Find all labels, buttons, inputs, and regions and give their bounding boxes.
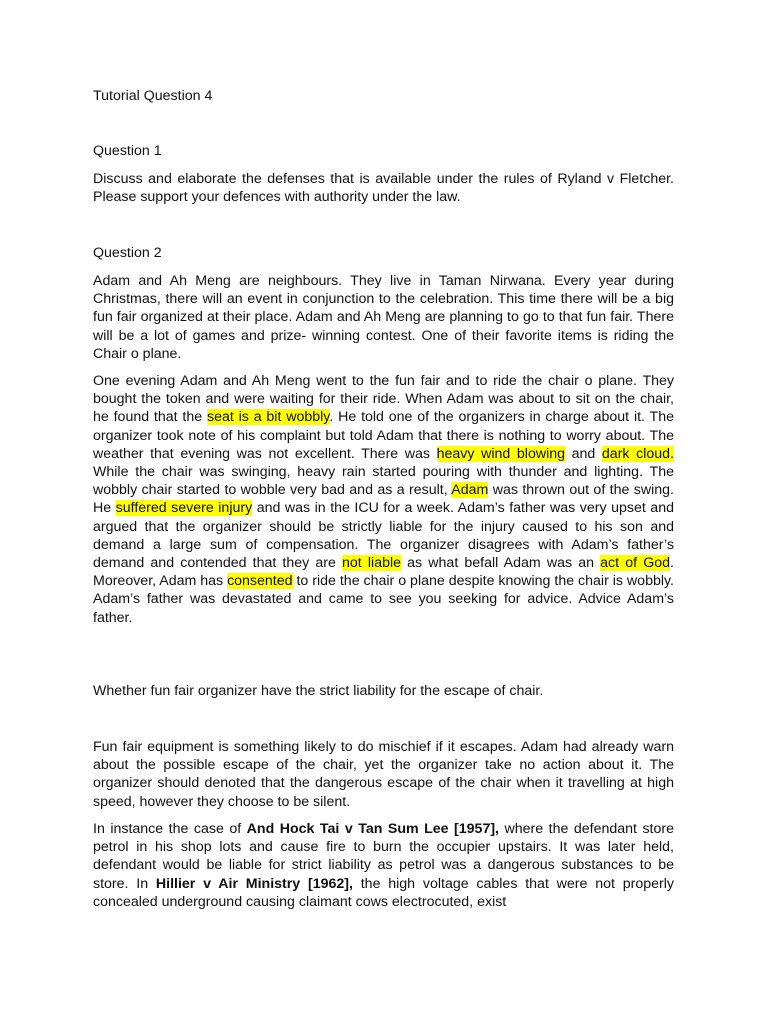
case-citation-hillier: Hillier v Air Ministry [1962], (155, 875, 353, 892)
analysis-paragraph-1: Fun fair equipment is something likely to do mischief if it escapes. Adam had already warn about the possible escape of the chair, yet the organizer take no action about it. The organizer should denoted that the dangerous escape of the chair when it travelling at high speed, however they choose to be silent. (93, 739, 674, 810)
text-run: . He told one of the organizers in charge about it. The organizer took note of his complaint but told Adam that there is nothing to worry about. The weather that evening was not excellent. There was (93, 409, 674, 462)
highlight-dark-cloud: dark cloud. (601, 445, 674, 462)
document-title: Tutorial Question 4 (93, 88, 213, 104)
text-run: One evening Adam and Ah Meng went to the fun fair and to ride the chair o plane. They bought the token and were waiting for their ride. When Adam was about to sit on the chair, he found that the (93, 373, 674, 426)
question1-body: Discuss and elaborate the defenses that is available under the rules of Ryland v Fletcher. Please support your defences with authority under the law. (93, 171, 674, 206)
issue-statement: Whether fun fair organizer have the strict liability for the escape of chair. (93, 683, 544, 699)
highlight-adam: Adam (451, 482, 489, 499)
highlight-act-of-god: act of God (600, 555, 671, 572)
text-run: . Moreover, Adam has (93, 555, 674, 590)
highlight-seat-wobbly: seat is a bit wobbly (206, 409, 330, 426)
text-run: the high voltage cables that were not properly concealed underground causing claimant cows electrocuted, exist (93, 875, 674, 910)
text-run: and was in the ICU for a week. Adam’s father was very upset and argued that the organizer should be strictly liable for the injury caused to his son and demand a large sum of compensation. The organizer disagrees with Adam’s father’s demand and contended that they are (93, 500, 674, 572)
highlight-not-liable: not liable (342, 555, 402, 572)
text-run: was thrown out of the swing. He (93, 482, 674, 517)
highlight-consented: consented (227, 573, 293, 590)
text-run: as what befall Adam was an (401, 555, 601, 572)
highlight-heavy-wind: heavy wind blowing (436, 445, 566, 462)
question2-paragraph-1: Adam and Ah Meng are neighbours. They live in Taman Nirwana. Every year during Christmas, there will an event in conjunction to the celebration. This time there will be a big fun fair organized at their place. Adam and Ah Meng are planning to go to that fun fair. There will be a lot of games and prize- winning contest. One of their favorite items is riding the Chair o plane. (93, 273, 674, 362)
case-citation-and-hock-tai: And Hock Tai v Tan Sum Lee [1957], (246, 821, 500, 837)
text-run: While the chair was swinging, heavy rain started pouring with thunder and lighting. The wobbly chair started to wobble very bad and as a result, (93, 464, 674, 499)
text-run: In instance the case of (93, 821, 247, 837)
text-run: to ride the chair o plane despite knowing the chair is wobbly. Adam’s father was devastated and came to see you seeking for advice. Advice Adam’s father. (93, 573, 674, 626)
text-run: where the defendant store petrol in his shop lots and cause fire to burn the occupier upstairs. It was later held, defendant would be liable for strict liability as petrol was a dangerous substances to be store. In (93, 821, 674, 892)
question1-heading: Question 1 (93, 143, 162, 159)
question2-heading: Question 2 (93, 245, 162, 261)
analysis-paragraph-2 (93, 820, 674, 911)
document-page (93, 0, 674, 1024)
highlight-severe-injury: suffered severe injury (115, 500, 253, 517)
text-run: and (565, 445, 602, 462)
question2-paragraph-2 (93, 372, 674, 627)
